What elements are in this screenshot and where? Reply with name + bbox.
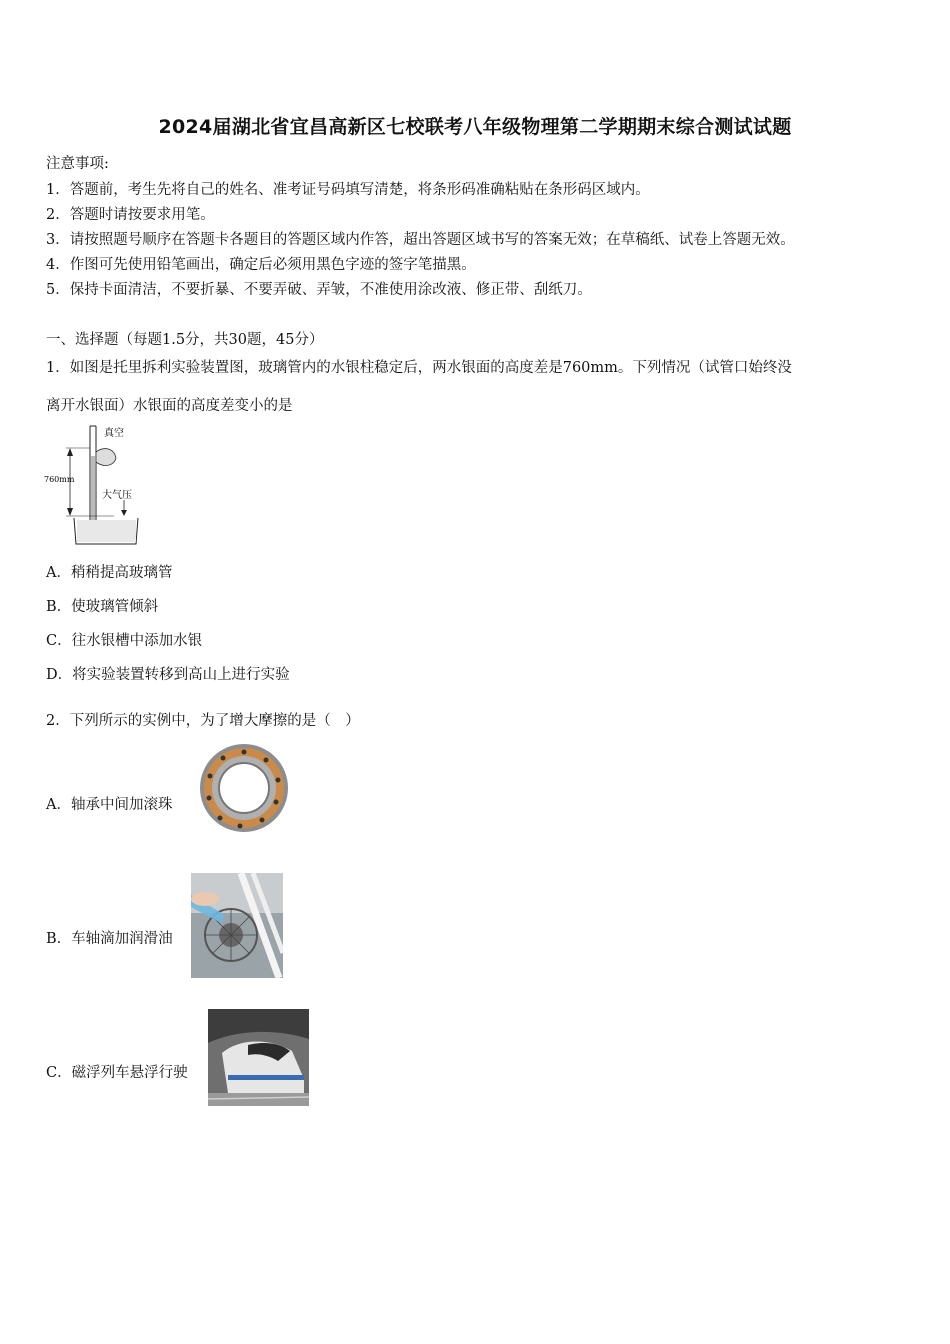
option-b (46, 595, 158, 616)
page-title: 2024届湖北省宜昌高新区七校联考八年级物理第二学期期末综合测试试题 (158, 116, 792, 138)
option-letter: B． (46, 599, 72, 615)
option-text: 车轴滴加润滑油 (71, 931, 173, 947)
option-d (46, 663, 290, 684)
q2-option-c (46, 1061, 188, 1082)
notice-item: 4．作图可先使用铅笔画出，确定后必须用黑色字迹的签字笔描黑。 (46, 257, 476, 273)
maglev-train-image (208, 1009, 309, 1106)
option-text: 往水银槽中添加水银 (71, 633, 203, 649)
option-text: 稍稍提高玻璃管 (70, 565, 173, 581)
option-text: 使玻璃管倾斜 (71, 599, 159, 615)
notice-heading: 注意事项: (46, 156, 109, 172)
option-letter: C． (46, 633, 72, 649)
option-letter: A． (46, 565, 71, 581)
question-1-stem-cont: 离开水银面）水银面的高度差变小的是 (46, 398, 293, 414)
notice-item: 3．请按照题号顺序在答题卡各题目的答题区域内作答，超出答题区域书写的答案无效；在草稿纸、试卷上答题无效。 (46, 232, 795, 248)
torricelli-apparatus-figure (44, 422, 144, 548)
section-heading: 一、选择题（每题1.5分，共30题，45分） (46, 332, 324, 348)
option-letter: B． (46, 931, 72, 947)
pressure-label: 大气压 (102, 490, 132, 501)
notice-item: 1．答题前，考生先将自己的姓名、准考证号码填写清楚，将条形码准确粘贴在条形码区域内。 (46, 182, 650, 198)
notice-item: 2．答题时请按要求用笔。 (46, 207, 215, 223)
question-1-stem: 1．如图是托里拆利实验装置图，玻璃管内的水银柱稳定后，两水银面的高度差是760mm。下列情况（试管口始终没 (46, 360, 792, 376)
bicycle-oil-image (191, 873, 283, 978)
option-letter: D． (46, 667, 73, 683)
option-a (46, 561, 172, 582)
option-c (46, 629, 202, 650)
q2-option-a (46, 793, 172, 814)
bearing-image (192, 740, 294, 838)
option-letter: A． (46, 797, 71, 813)
question-2-stem: 2．下列所示的实例中，为了增大摩擦的是（ ） (46, 713, 360, 729)
height-label: 760mm (44, 475, 75, 484)
option-text: 将实验装置转移到高山上进行实验 (72, 667, 290, 683)
vacuum-label: 真空 (104, 428, 124, 439)
option-text: 轴承中间加滚珠 (70, 797, 173, 813)
notice-item: 5．保持卡面清洁，不要折暴、不要弄破、弄皱，不准使用涂改液、修正带、刮纸刀。 (46, 282, 592, 298)
option-letter: C． (46, 1065, 72, 1081)
q2-option-b (46, 927, 173, 948)
option-text: 磁浮列车悬浮行驶 (71, 1065, 188, 1081)
